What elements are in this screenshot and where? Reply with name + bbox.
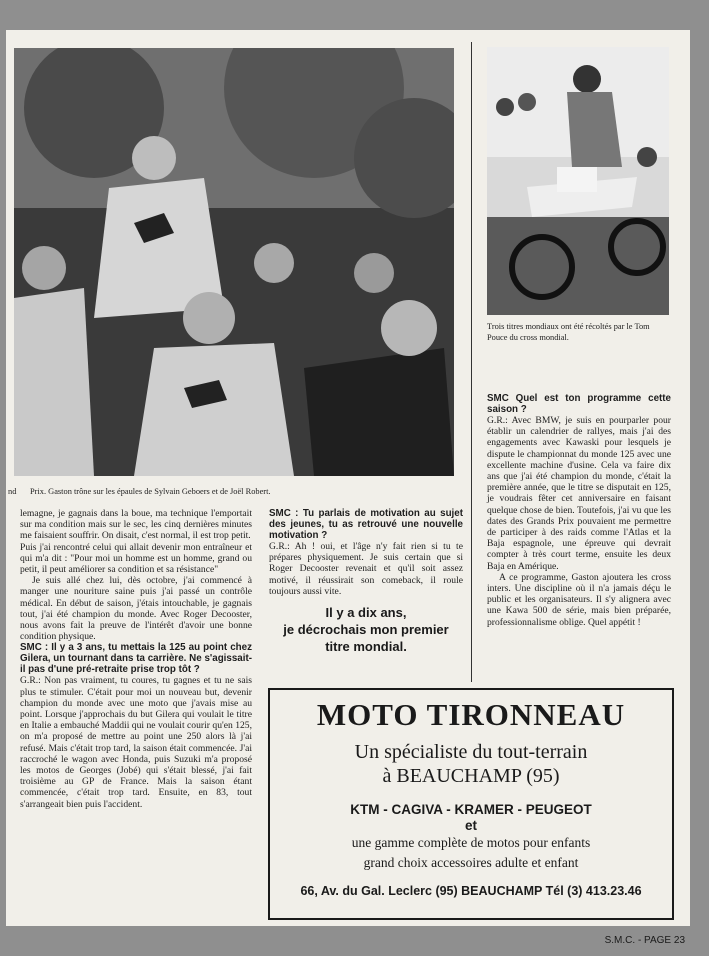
ad-line: une gamme complète de motos pour enfants xyxy=(351,835,591,850)
ad-title: MOTO TIRONNEAU xyxy=(316,697,626,732)
celebration-photo xyxy=(14,48,454,476)
moto-tironneau-ad xyxy=(268,688,674,920)
interview-answer: G.R.: Avec BMW, je suis en pourparler pour établir un calendrier de rallyes, mais j'ai des engagements avec Kawaski pour lesquels je dispute le championnat du monde 125 avec une excellente machine d'usine. Cela va faire dix ans que j'ai été champion du monde, c'était la première année, que le titre se disputait en 125, je voudrais fêter cet anniversaire en faisant quelque chose de bien. Toutefois, j'ai vu que les dates des Grands Prix pouvaient me permettre de participer à des raids comme l'Atlas et la Baja espagnole, une épreuve qui devrait compter à très court terme, ensuite les deux Baja en Amérique. xyxy=(487,415,671,572)
ad-tagline: Un spécialiste du tout-terrain xyxy=(354,741,588,763)
interview-answer: G.R.: Non pas vraiment, tu coures, tu gagnes et tu ne sais plus te stimuler. C'était pour moi un nouveau but, devenir champion du monde avec une moto que j'avais mise au point. Lorsque j'approchais du but Gilera qui voulait le titre en Italie a embauché Maddii qui ne voulait courir qu'en 125, on m'a proposé de mettre au point une 250 alors là j'ai refusé. Mais c'était trop tard, la saison était commencée. J'ai raccroché le wagon avec Honda, puis Suzuki m'a proposé les motos de Georges (Jobé) qui s'était blessé, j'ai fait troisième au GP de France. Mais la saison étant commencée, c'était trop tard. Ensuite, en 83, tout s'arrangeait bien puis l'accident. xyxy=(20,675,252,810)
ad-line: grand choix accessoires adulte et enfant xyxy=(363,855,579,870)
pull-quote-line: Il y a dix ans, xyxy=(325,605,407,620)
paragraph: Puis j'ai rencontré celui qui allait devenir mon entraîneur et qui m'a dit : "Pour moi un homme est un homme, grand ou petit, il peut améliorer sa condition et sa résistance" xyxy=(20,541,252,576)
left-column xyxy=(20,508,252,810)
photo-left-caption: Prix. Gaston trône sur les épaules de Sylvain Geboers et de Joël Robert. xyxy=(30,487,271,496)
rider-photo xyxy=(487,47,669,315)
column-rule xyxy=(471,42,472,682)
right-column xyxy=(487,393,671,628)
ad-address: 66, Av. du Gal. Leclerc (95) BEAUCHAMP Tél (3) 413.23.46 xyxy=(300,884,642,898)
ad-brands: KTM - CAGIVA - KRAMER - PEUGEOT xyxy=(350,802,592,817)
interview-answer: G.R.: Ah ! oui, et l'âge n'y fait rien si tu te prépares physiquement. Je suis certain que si Roger Decooster revenait et qu'il soit assez motivé, il réussirait son comeback, il roule toujours aussi vite. xyxy=(269,541,463,597)
page-footer: S.M.C. - PAGE 23 xyxy=(604,935,685,946)
interview-question: SMC Quel est ton programme cette saison ? xyxy=(487,393,671,415)
middle-column xyxy=(269,508,463,597)
pull-quote xyxy=(269,604,463,655)
pull-quote-line: titre mondial. xyxy=(325,639,407,654)
rider-photo-image xyxy=(487,47,669,315)
paragraph: lemagne, je gagnais dans la boue, ma technique l'emportait sur ma condition mais sur le sec, les cinq dernières minutes me faisaient souffrir. On disait, c'est normal, il est trop petit. xyxy=(20,508,252,542)
closing-paragraph: A ce programme, Gaston ajoutera les cross inters. Une discipline où il n'a jamais déçu le public et les organisateurs. Il s'y alignera avec une Kawa 500 de série, mais bien préparée, professionnalisme oblige. Quel appétit ! xyxy=(487,571,671,628)
photo-left-caption-edge: nd xyxy=(8,487,17,496)
paragraph: Je suis allé chez lui, dès octobre, j'ai commencé à manger une nouriture saine puis j'ai passé un contrôle médical. En début de saison, j'étais intouchable, je gagnais tout, j'ai été champion du monde. Avec Roger Decooster, nous avons fait la preuve de l'intérêt d'avoir une bonne condition physique. xyxy=(20,575,252,643)
ad-et: et xyxy=(464,818,477,833)
celebration-photo-image xyxy=(14,48,454,476)
interview-question: SMC : Tu parlais de motivation au sujet des jeunes, tu as retrouvé une nouvelle motivation ? xyxy=(269,508,463,541)
pull-quote-line: je décrochais mon premier xyxy=(283,622,449,637)
interview-question: SMC : Il y a 3 ans, tu mettais la 125 au point chez Gilera, un tournant dans ta carrière. Ne s'agissait-il pas d'une pré-retraite prise trop tôt ? xyxy=(20,642,252,676)
ad-location: à BEAUCHAMP (95) xyxy=(382,765,560,787)
photo-right-caption: Trois titres mondiaux ont été récoltés par le Tom Pouce du cross mondial. xyxy=(487,322,650,342)
